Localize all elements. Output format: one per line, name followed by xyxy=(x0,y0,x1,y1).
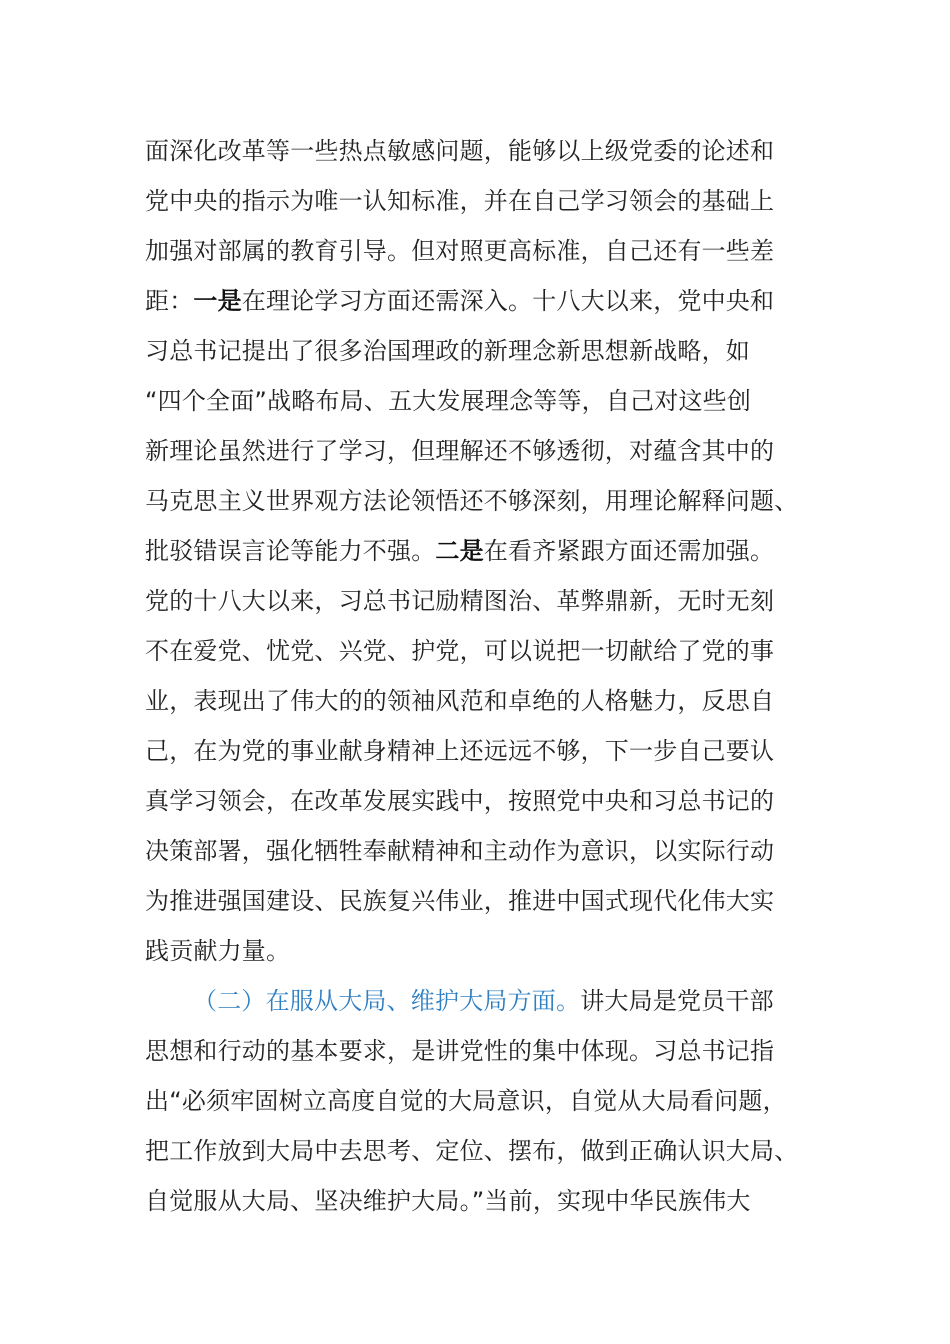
text-line xyxy=(145,726,815,776)
text-run: 加强对部属的教育引导。但对照更高标准，自己还有一些差 xyxy=(145,237,775,265)
text-run: 讲大局是党员干部 xyxy=(580,987,774,1015)
text-line xyxy=(145,526,815,576)
text-run: 距： xyxy=(145,287,194,315)
bold-marker: 二是 xyxy=(435,537,484,565)
text-run: 在理论学习方面还需深入。十八大以来，党中央和 xyxy=(241,287,775,315)
text-line xyxy=(145,826,815,876)
text-run: 真学习领会，在改革发展实践中，按照党中央和习总书记的 xyxy=(145,787,775,815)
text-run: 决策部署，强化牺牲奉献精神和主动作为意识，以实际行动 xyxy=(145,837,775,865)
text-line xyxy=(145,1026,815,1076)
section-heading: （二）在服从大局、维护大局方面。 xyxy=(193,987,581,1015)
text-line xyxy=(145,126,815,176)
document-body xyxy=(145,126,815,1226)
text-run: 出“必须牢固树立高度自觉的大局意识，自觉从大局看问题， xyxy=(145,1087,787,1115)
text-run: 思想和行动的基本要求，是讲党性的集中体现。习总书记指 xyxy=(145,1037,775,1065)
text-line xyxy=(145,1126,815,1176)
text-line xyxy=(145,1176,815,1226)
text-run: 党的十八大以来，习总书记励精图治、革弊鼎新，无时无刻 xyxy=(145,587,775,615)
text-run: 新理论虽然进行了学习，但理解还不够透彻，对蕴含其中的 xyxy=(145,437,775,465)
text-line xyxy=(145,326,815,376)
text-line xyxy=(145,426,815,476)
text-run: 习总书记提出了很多治国理政的新理念新思想新战略，如 xyxy=(145,337,750,365)
text-run: 不在爱党、忧党、兴党、护党，可以说把一切献给了党的事 xyxy=(145,637,775,665)
text-line xyxy=(145,676,815,726)
text-line xyxy=(145,776,815,826)
text-line xyxy=(145,176,815,226)
text-run: 马克思主义世界观方法论领悟还不够深刻，用理论解释问题、 xyxy=(145,487,799,515)
text-run: 为推进强国建设、民族复兴伟业，推进中国式现代化伟大实 xyxy=(145,887,775,915)
text-run: 把工作放到大局中去思考、定位、摆布，做到正确认识大局、 xyxy=(145,1137,799,1165)
text-run: 业，表现出了伟大的的领袖风范和卓绝的人格魅力，反思自 xyxy=(145,687,775,715)
text-run: 自觉服从大局、坚决维护大局。”当前，实现中华民族伟大 xyxy=(145,1187,751,1215)
text-run: 践贡献力量。 xyxy=(145,937,291,965)
text-line xyxy=(145,576,815,626)
text-run: 批驳错误言论等能力不强。 xyxy=(145,537,436,565)
text-line xyxy=(145,876,815,926)
text-line xyxy=(145,376,815,426)
text-run: 己，在为党的事业献身精神上还远远不够，下一步自己要认 xyxy=(145,737,775,765)
text-line xyxy=(145,976,815,1026)
text-line xyxy=(145,926,815,976)
text-run: 在看齐紧跟方面还需加强。 xyxy=(483,537,775,565)
text-line xyxy=(145,1076,815,1126)
text-run: “四个全面”战略布局、五大发展理念等等，自己对这些创 xyxy=(145,387,752,415)
text-run: 面深化改革等一些热点敏感问题，能够以上级党委的论述和 xyxy=(145,137,775,165)
bold-marker: 一是 xyxy=(193,287,242,315)
text-line xyxy=(145,226,815,276)
text-line xyxy=(145,276,815,326)
text-run: 党中央的指示为唯一认知标准，并在自己学习领会的基础上 xyxy=(145,187,775,215)
text-line xyxy=(145,626,815,676)
text-line xyxy=(145,476,815,526)
